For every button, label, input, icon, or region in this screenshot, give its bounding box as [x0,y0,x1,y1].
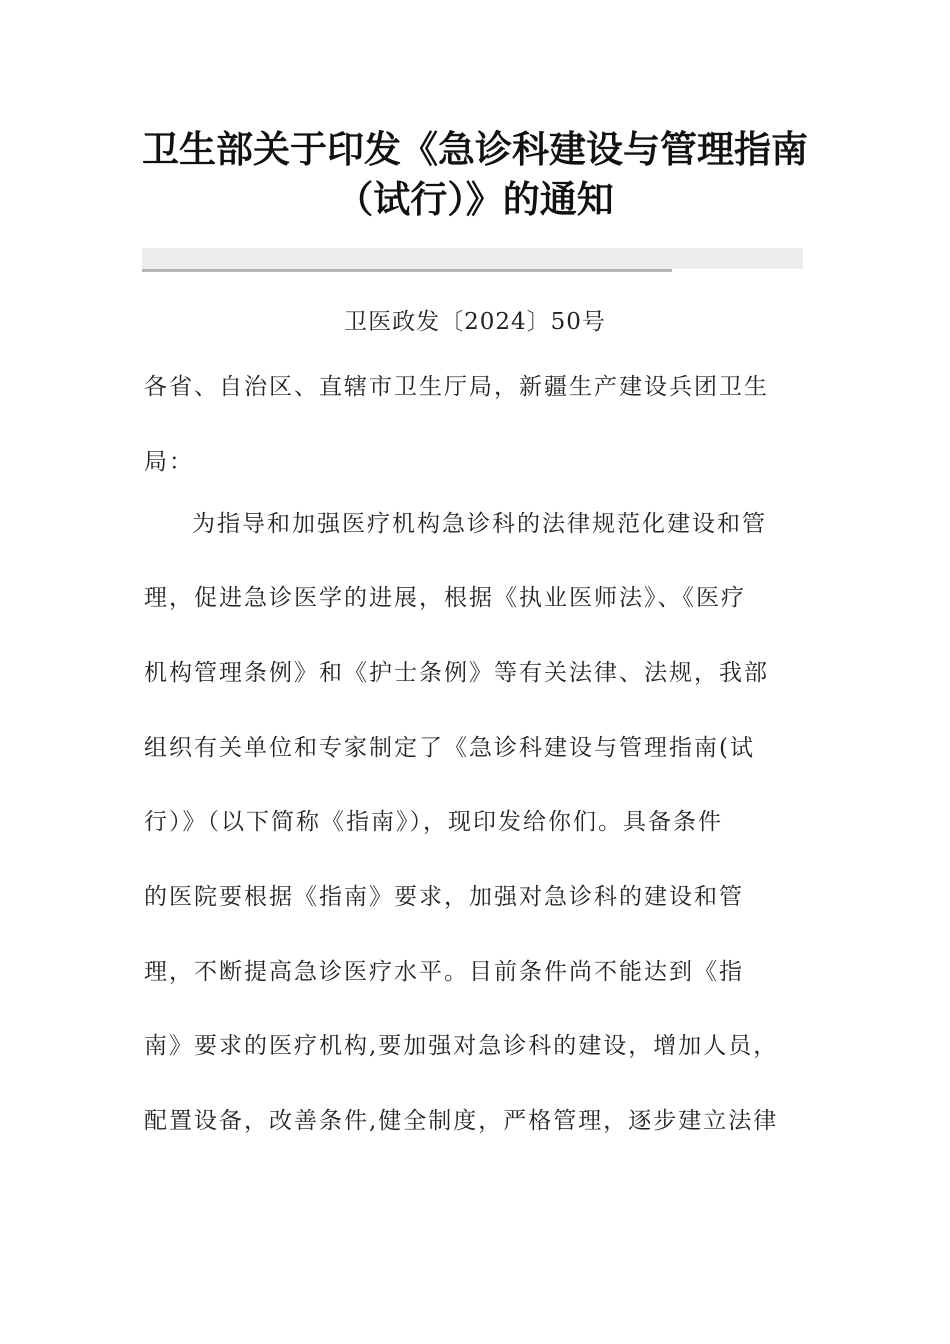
title-divider-bar [142,248,803,269]
body-line-8: 南》要求的医疗机构,要加强对急诊科的建设，增加人员， [144,1033,779,1059]
body-line-5: 行）》（以下简称《指南》），现印发给你们。具备条件 [144,809,723,835]
body-line-1: 为指导和加强医疗机构急诊科的法律规范化建设和管 [192,511,767,537]
title-divider-line [142,269,672,272]
body-line-4: 组织有关单位和专家制定了《急诊科建设与管理指南(试 [144,735,755,761]
document-title-line-1: 卫生部关于印发《急诊科建设与管理指南 [142,128,808,171]
body-line-6: 的医院要根据《指南》要求，加强对急诊科的建设和管 [144,884,744,910]
addressee-line-2: 局： [144,449,194,475]
body-line-3: 机构管理条例》和《护士条例》等有关法律、法规，我部 [144,660,769,686]
body-line-2: 理，促进急诊医学的进展，根据《执业医师法》、《医疗 [144,585,746,611]
addressee-line-1: 各省、自治区、直辖市卫生厅局，新疆生产建设兵团卫生 [144,374,769,400]
document-number: 卫医政发〔2024〕50号 [344,309,606,335]
body-line-7: 理，不断提高急诊医疗水平。目前条件尚不能达到《指 [144,959,744,985]
body-line-9: 配置设备，改善条件,健全制度，严格管理，逐步建立法律 [144,1108,779,1134]
document-title-line-2: （试行）》的通知 [336,178,614,221]
